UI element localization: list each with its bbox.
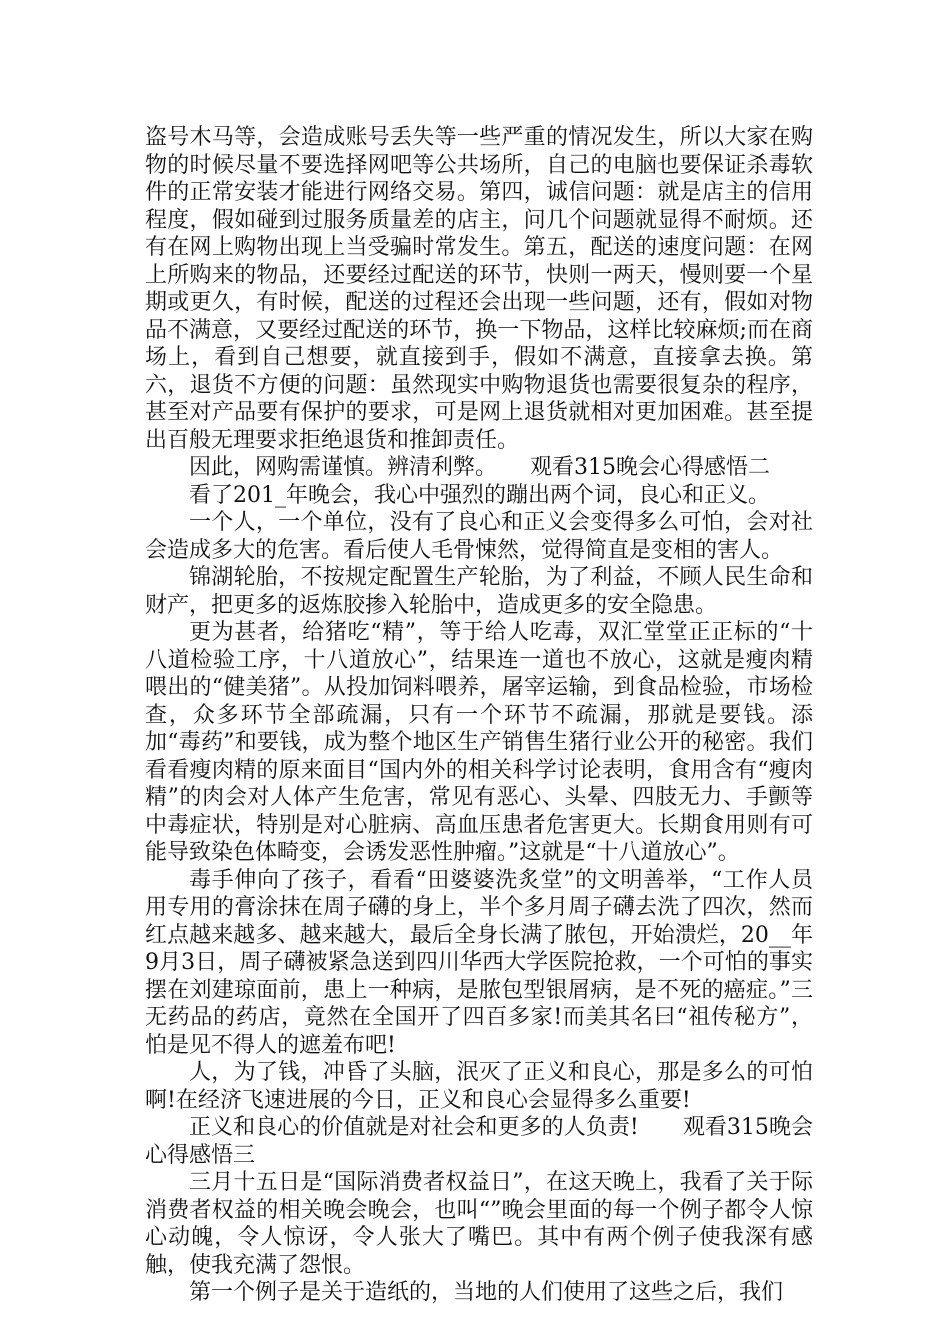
paragraph-consumer-rights-day: 三月十五日是“国际消费者权益日”，在这天晚上，我看了关于际消费者权益的相关晚会晚会，也叫“”晚会里面的每一个例子都令人惊心动魄，令人惊讶，令人张大了嘴巴。其中有两个例子使我深有感触，使我充满了怨恨。 — [145, 1170, 813, 1278]
paragraph-money-over-conscience: 人，为了钱，冲昏了头脑，泯灭了正义和良心，那是多么的可怕啊!在经济飞速进展的今日，正义和良心会显得多么重要! — [145, 1060, 813, 1113]
paragraph-paper-example: 第一个例子是关于造纸的，当地的人们使用了这些之后，我们 — [189, 1280, 784, 1305]
document-page — [145, 124, 813, 1307]
paragraph-bathhouse-case: 毒手伸向了孩子，看看“田婆婆洗炙堂”的文明善举，“工作人员用专用的膏涂抹在周子礴的身上，半个多月周子礴去洗了四次，然而红点越来越多、越来越大，最后全身长满了脓包，开始溃烂，20__年9月3日，周子礴被紧急送到四川华西大学医院抢救，一个可怕的事实摆在刘建琼面前，患上一种病，是脓包型银屑病，是不死的癌症。”三无药品的药店，竟然在全国开了四百多家!而美其名曰“祖传秘方”，怕是见不得人的遮羞布吧! — [145, 867, 813, 1058]
paragraph-harm-to-society: 一个人，一个单位，没有了良心和正义会变得多么可怕，会对社会造成多大的危害。看后使人毛骨悚然，觉得简直是变相的害人。 — [145, 510, 813, 563]
paragraph-kumho-tires: 锦湖轮胎，不按规定配置生产轮胎，为了利益，不顾人民生命和财产，把更多的返炼胶掺入轮胎中，造成更多的安全隐患。 — [145, 565, 813, 618]
paragraph-online-shopping-issues: 盗号木马等，会造成账号丢失等一些严重的情况发生，所以大家在购物的时候尽量不要选择网吧等公共场所，自己的电脑也要保证杀毒软件的正常安装才能进行网络交易。第四，诚信问题：就是店主的信用程度，假如碰到过服务质量差的店主，问几个问题就显得不耐烦。还有在网上购物出现上当受骗时常发生。第五，配送的速度问题：在网上所购来的物品，还要经过配送的环节，快则一两天，慢则要一个星期或更久，有时候，配送的过程还会出现一些问题，还有，假如对物品不满意，又要经过配送的环节，换一下物品，这样比较麻烦;而在商场上，看到自己想要，就直接到手，假如不满意，直接拿去换。第六，退货不方便的问题：虽然现实中购物退货也需要很复杂的程序，甚至对产品要有保护的要求，可是网上退货就相对更加困难。甚至提出百般无理要求拒绝退货和推卸责任。 — [145, 125, 813, 453]
paragraph-conclusion-and-heading-2: 因此，网购需谨慎。辨清利弊。 观看315晚会心得感悟二 — [189, 455, 770, 480]
paragraph-value-and-heading-3: 正义和良心的价值就是对社会和更多的人负责! 观看315晚会心得感悟三 — [145, 1115, 813, 1168]
paragraph-clenbuterol-pork: 更为甚者，给猪吃“精”，等于给人吃毒，双汇堂堂正正标的“十八道检验工序，十八道放心”，结果连一道也不放心，这就是瘦肉精喂出的“健美猪”。从投加饲料喂养，屠宰运输，到食品检验，市场检查，众多环节全部疏漏，只有一个环节不疏漏，那就是要钱。添加“毒药”和要钱，成为整个地区生产销售生猪行业公开的秘密。我们看看瘦肉精的原来面目“国内外的相关科学讨论表明，食用含有“瘦肉精”的肉会对人体产生危害，常见有恶心、头晕、四肢无力、手颤等中毒症状，特别是对心脏病、高血压患者危害更大。长期食用则有可能导致染色体畸变，会诱发恶性肿瘤。”这就是“十八道放心”。 — [145, 620, 813, 865]
paragraph-conscience-justice: 看了201_年晚会，我心中强烈的蹦出两个词，良心和正义。 — [189, 482, 770, 508]
